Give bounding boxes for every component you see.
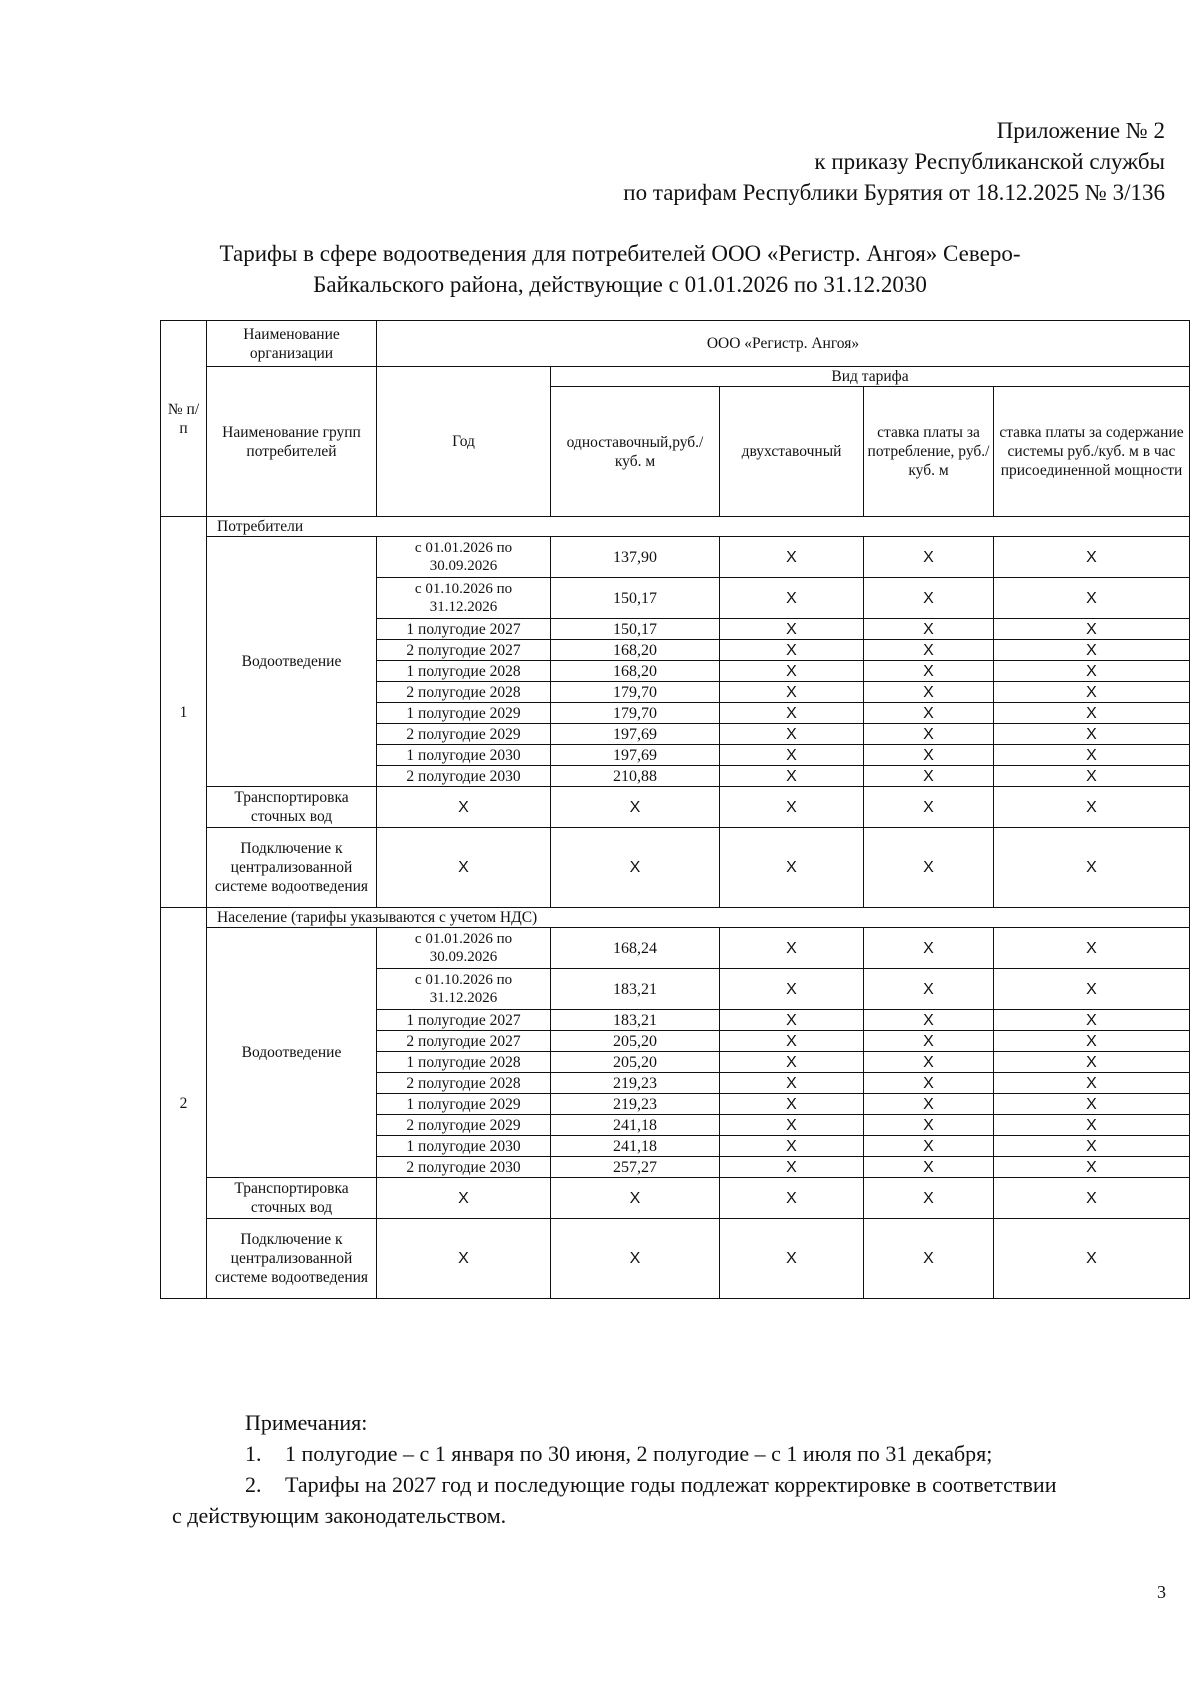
period-cell: с 01.10.2026 по 31.12.2026	[377, 969, 551, 1010]
single-rate-value: 197,69	[551, 724, 720, 745]
transport-label: Транспортировка сточных вод	[207, 1178, 377, 1219]
org-label-header: Наименование организации	[207, 321, 377, 367]
single-rate-value: 179,70	[551, 703, 720, 724]
single-rate-value: 150,17	[551, 578, 720, 619]
connection-label: Подключение к централизованной системе водоотведения	[207, 1219, 377, 1299]
x-mark-cell: X	[994, 1052, 1190, 1073]
document-title	[150, 238, 1090, 300]
period-cell: 2 полугодие 2029	[377, 724, 551, 745]
single-rate-value: 183,21	[551, 969, 720, 1010]
section-number: 2	[161, 908, 207, 1299]
x-mark-cell: X	[864, 828, 994, 908]
year-header: Год	[377, 367, 551, 517]
x-mark-cell: X	[864, 928, 994, 969]
x-mark-cell: X	[864, 1136, 994, 1157]
x-mark-cell: X	[864, 1073, 994, 1094]
period-cell: 1 полугодие 2028	[377, 661, 551, 682]
table-row	[161, 928, 1190, 969]
transport-label: Транспортировка сточных вод	[207, 787, 377, 828]
x-mark-cell: X	[864, 682, 994, 703]
x-mark-cell: X	[994, 1115, 1190, 1136]
title-line-2: Байкальского района, действующие с 01.01.2026 по 31.12.2030	[313, 272, 927, 297]
x-mark-cell: X	[720, 640, 864, 661]
period-cell: 1 полугодие 2030	[377, 1136, 551, 1157]
x-mark-cell: X	[720, 969, 864, 1010]
x-mark-cell: X	[994, 1010, 1190, 1031]
period-cell: с 01.10.2026 по 31.12.2026	[377, 578, 551, 619]
x-mark-cell: X	[864, 1094, 994, 1115]
x-mark-cell: X	[864, 661, 994, 682]
x-mark-cell: X	[720, 745, 864, 766]
x-mark-cell: X	[994, 682, 1190, 703]
single-rate-value: 205,20	[551, 1031, 720, 1052]
org-name-header: ООО «Регистр. Ангоя»	[377, 321, 1190, 367]
single-rate-header: одноставочный,руб./ куб. м	[551, 387, 720, 517]
single-rate-value: 210,88	[551, 766, 720, 787]
group-label-header: Наименование групп потребителей	[207, 367, 377, 517]
x-mark-cell: X	[994, 724, 1190, 745]
note-item	[172, 1438, 1182, 1469]
x-mark-cell: X	[720, 682, 864, 703]
single-rate-value: 179,70	[551, 682, 720, 703]
connection-row	[161, 828, 1190, 908]
period-cell: с 01.01.2026 по 30.09.2026	[377, 537, 551, 578]
x-mark-cell: X	[994, 1178, 1190, 1219]
x-mark-cell: X	[864, 766, 994, 787]
x-mark-cell: X	[994, 1094, 1190, 1115]
x-mark-cell: X	[720, 787, 864, 828]
x-mark-cell: X	[377, 787, 551, 828]
x-mark-cell: X	[720, 1073, 864, 1094]
notes-title: Примечания:	[245, 1410, 368, 1435]
period-cell: 1 полугодие 2027	[377, 1010, 551, 1031]
x-mark-cell: X	[994, 928, 1190, 969]
x-mark-cell: X	[377, 1178, 551, 1219]
consumption-rate-header: ставка платы за потребление, руб./ куб. м	[864, 387, 994, 517]
single-rate-value: 219,23	[551, 1073, 720, 1094]
x-mark-cell: X	[994, 1073, 1190, 1094]
transport-row	[161, 787, 1190, 828]
x-mark-cell: X	[864, 724, 994, 745]
single-rate-value: 257,27	[551, 1157, 720, 1178]
period-cell: 2 полугодие 2028	[377, 1073, 551, 1094]
x-mark-cell: X	[720, 537, 864, 578]
x-mark-cell: X	[864, 1115, 994, 1136]
note-text: 1 полугодие – с 1 января по 30 июня, 2 полугодие – с 1 июля по 31 декабря;	[285, 1441, 993, 1466]
section-heading-row	[161, 517, 1190, 537]
x-mark-cell: X	[864, 640, 994, 661]
x-mark-cell: X	[864, 969, 994, 1010]
x-mark-cell: X	[720, 1094, 864, 1115]
x-mark-cell: X	[720, 724, 864, 745]
x-mark-cell: X	[864, 1031, 994, 1052]
note-item	[172, 1469, 1182, 1500]
x-mark-cell: X	[994, 1136, 1190, 1157]
x-mark-cell: X	[720, 578, 864, 619]
row-number-header: № п/ п	[161, 321, 207, 517]
x-mark-cell: X	[994, 619, 1190, 640]
x-mark-cell: X	[994, 969, 1190, 1010]
note-continuation: с действующим законодательством.	[172, 1503, 507, 1528]
notes-block	[172, 1407, 1182, 1531]
x-mark-cell: X	[720, 1219, 864, 1299]
period-cell: 1 полугодие 2030	[377, 745, 551, 766]
x-mark-cell: X	[864, 1178, 994, 1219]
service-name: Водоотведение	[207, 537, 377, 787]
appendix-label: Приложение № 2	[996, 118, 1165, 143]
x-mark-cell: X	[994, 661, 1190, 682]
x-mark-cell: X	[864, 1010, 994, 1031]
x-mark-cell: X	[551, 787, 720, 828]
order-date-number: по тарифам Республики Бурятия от 18.12.2025 № 3/136	[623, 180, 1165, 205]
document-header	[623, 115, 1165, 208]
x-mark-cell: X	[864, 578, 994, 619]
period-cell: 2 полугодие 2028	[377, 682, 551, 703]
tariff-table-wrapper	[160, 320, 1190, 1299]
note-number: 2.	[245, 1472, 262, 1497]
single-rate-value: 241,18	[551, 1115, 720, 1136]
period-cell: 2 полугодие 2029	[377, 1115, 551, 1136]
tariff-table	[160, 320, 1190, 1299]
x-mark-cell: X	[994, 703, 1190, 724]
x-mark-cell: X	[994, 1157, 1190, 1178]
x-mark-cell: X	[377, 1219, 551, 1299]
single-rate-value: 197,69	[551, 745, 720, 766]
x-mark-cell: X	[864, 619, 994, 640]
single-rate-value: 183,21	[551, 1010, 720, 1031]
x-mark-cell: X	[720, 1157, 864, 1178]
single-rate-value: 150,17	[551, 619, 720, 640]
connection-row	[161, 1219, 1190, 1299]
capacity-rate-header: ставка платы за содержание системы руб./куб. м в час присоединенной мощности	[994, 387, 1190, 517]
note-text: Тарифы на 2027 год и последующие годы подлежат корректировке в соответствии	[285, 1472, 1057, 1497]
x-mark-cell: X	[720, 1010, 864, 1031]
x-mark-cell: X	[994, 1031, 1190, 1052]
single-rate-value: 168,20	[551, 640, 720, 661]
double-rate-header: двухставочный	[720, 387, 864, 517]
period-cell: 1 полугодие 2029	[377, 703, 551, 724]
x-mark-cell: X	[551, 1178, 720, 1219]
single-rate-value: 219,23	[551, 1094, 720, 1115]
section-heading: Население (тарифы указываются с учетом НДС)	[207, 908, 1190, 928]
x-mark-cell: X	[994, 537, 1190, 578]
period-cell: 1 полугодие 2027	[377, 619, 551, 640]
x-mark-cell: X	[551, 1219, 720, 1299]
note-number: 1.	[245, 1441, 262, 1466]
period-cell: 2 полугодие 2030	[377, 1157, 551, 1178]
x-mark-cell: X	[720, 928, 864, 969]
period-cell: 2 полугодие 2027	[377, 640, 551, 661]
title-line-1: Тарифы в сфере водоотведения для потребителей ООО «Регистр. Ангоя» Северо-	[219, 241, 1021, 266]
x-mark-cell: X	[864, 537, 994, 578]
tariff-type-header: Вид тарифа	[551, 367, 1190, 387]
service-name: Водоотведение	[207, 928, 377, 1178]
x-mark-cell: X	[720, 766, 864, 787]
period-cell: с 01.01.2026 по 30.09.2026	[377, 928, 551, 969]
single-rate-value: 168,20	[551, 661, 720, 682]
single-rate-value: 137,90	[551, 537, 720, 578]
x-mark-cell: X	[720, 1136, 864, 1157]
period-cell: 2 полугодие 2030	[377, 766, 551, 787]
x-mark-cell: X	[994, 578, 1190, 619]
x-mark-cell: X	[994, 828, 1190, 908]
period-cell: 1 полугодие 2029	[377, 1094, 551, 1115]
x-mark-cell: X	[994, 766, 1190, 787]
x-mark-cell: X	[720, 619, 864, 640]
single-rate-value: 168,24	[551, 928, 720, 969]
page-number: 3	[1157, 1582, 1166, 1602]
order-reference: к приказу Республиканской службы	[814, 149, 1165, 174]
period-cell: 2 полугодие 2027	[377, 1031, 551, 1052]
x-mark-cell: X	[720, 1178, 864, 1219]
x-mark-cell: X	[551, 828, 720, 908]
x-mark-cell: X	[864, 703, 994, 724]
x-mark-cell: X	[864, 1052, 994, 1073]
x-mark-cell: X	[864, 787, 994, 828]
x-mark-cell: X	[720, 661, 864, 682]
x-mark-cell: X	[720, 1052, 864, 1073]
section-number: 1	[161, 517, 207, 908]
x-mark-cell: X	[720, 828, 864, 908]
table-row	[161, 537, 1190, 578]
x-mark-cell: X	[994, 1219, 1190, 1299]
x-mark-cell: X	[864, 745, 994, 766]
x-mark-cell: X	[994, 745, 1190, 766]
x-mark-cell: X	[994, 787, 1190, 828]
x-mark-cell: X	[720, 1031, 864, 1052]
x-mark-cell: X	[994, 640, 1190, 661]
x-mark-cell: X	[720, 1115, 864, 1136]
single-rate-value: 205,20	[551, 1052, 720, 1073]
connection-label: Подключение к централизованной системе водоотведения	[207, 828, 377, 908]
period-cell: 1 полугодие 2028	[377, 1052, 551, 1073]
x-mark-cell: X	[864, 1219, 994, 1299]
x-mark-cell: X	[864, 1157, 994, 1178]
single-rate-value: 241,18	[551, 1136, 720, 1157]
transport-row	[161, 1178, 1190, 1219]
section-heading-row	[161, 908, 1190, 928]
x-mark-cell: X	[720, 703, 864, 724]
x-mark-cell: X	[377, 828, 551, 908]
section-heading: Потребители	[207, 517, 1190, 537]
